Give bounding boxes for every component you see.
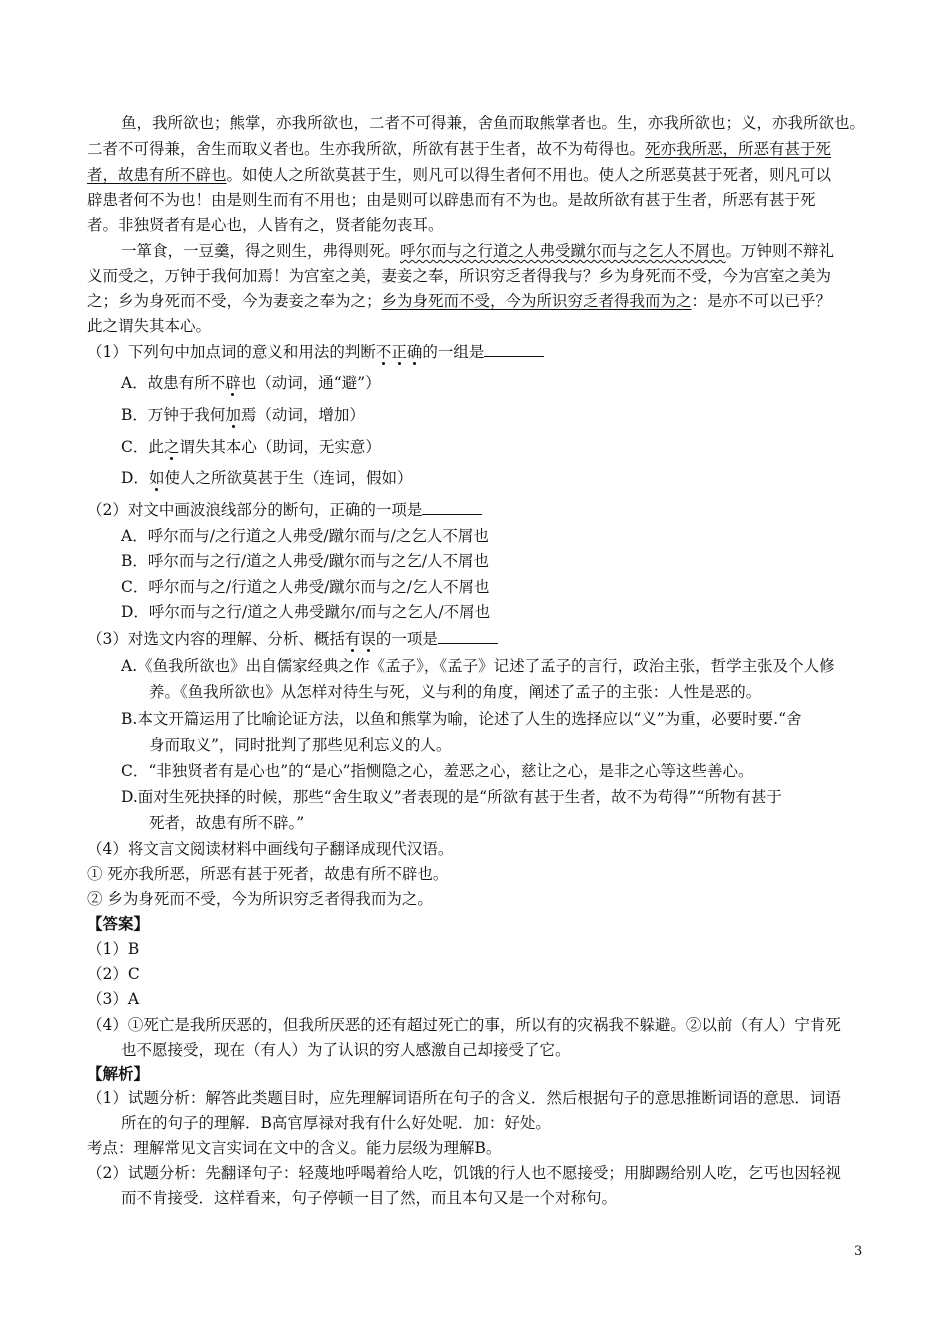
underlined-sentence-1a: 死亦我所恶，所恶有甚于死 (645, 140, 832, 158)
q1-stem: （1）下列句中加点词的意义和用法的判断不正确的一组是 (87, 341, 544, 363)
q2-option-b: B．呼尔而与之行/道之人弗受/蹴尔而与之乞/人不屑也 (121, 552, 490, 570)
q4-sentence-2: ② 乡为身死而不受，今为所识穷乏者得我而为之。 (87, 890, 433, 908)
passage-p2-line2: 义而受之，万钟于我何加焉！为宫室之美，妻妾之奉，所识穷乏者得我与？乡为身死而不受，今为宫室之美为 (87, 267, 832, 285)
q1-option-c: C．此之谓失其本心（助词，无实意） (121, 438, 381, 456)
analysis-1-line2: 所在的句子的理解．B高官厚禄对我有什么好处呢．加：好处。 (121, 1114, 551, 1132)
answer-3: （3）A (87, 990, 140, 1008)
passage-p1-line4: 辟患者何不为也！由是则生而有不用也；由是则可以辟患而有不为也。是故所欲有甚于生者，所恶有甚于死 (87, 191, 816, 209)
page-number: 3 (854, 1244, 863, 1259)
passage-p2-line4: 此之谓失其本心。 (87, 317, 212, 335)
passage-p2-line3: 之；乡为身死而不受，今为妻妾之奉为之；乡为身死而不受，今为所识穷乏者得我而为之：是亦不可以已乎？ (87, 292, 832, 310)
q3-option-d-line1: D.面对生死抉择的时候，那些“舍生取义”者表现的是“所欲有甚于生者，故不为苟得”“所物有甚于 (121, 788, 782, 806)
answer-2: （2）C (87, 965, 140, 983)
q4-sentence-1: ① 死亦我所恶，所恶有甚于死者，故患有所不辟也。 (87, 865, 449, 883)
passage-p1-line2: 二者不可得兼，舍生而取义者也。生亦我所欲，所欲有甚于生者，故不为苟得也。死亦我所恶，所恶有甚于死 (87, 140, 832, 158)
q3-option-c: C．“非独贤者有是心也”的“是心”指恻隐之心，羞恶之心，慈让之心，是非之心等这些善心。 (121, 762, 754, 780)
analysis-1-line1: （1）试题分析：解答此类题目时，应先理解词语所在句子的含义．然后根据句子的意思推断词语的意思．词语 (87, 1089, 841, 1107)
q1-option-d: D．如使人之所欲莫甚于生（连词，假如） (121, 469, 413, 487)
q1-option-a: A．故患有所不辟也（动词，通“避”） (121, 374, 381, 392)
answer-1: （1）B (87, 940, 140, 958)
answer-blank (484, 342, 544, 357)
q3-option-a-line2: 养。《鱼我所欲也》从怎样对待生与死，义与利的角度，阐述了孟子的主张：人性是恶的。 (149, 683, 762, 701)
answer-blank (438, 629, 498, 644)
analysis-kaodian: 考点：理解常见文言实词在文中的含义。能力层级为理解B。 (87, 1139, 502, 1157)
answer-4-line1: （4）①死亡是我所厌恶的，但我所厌恶的还有超过死亡的事，所以有的灾祸我不躲避。②以前（有人）宁肯死 (87, 1016, 841, 1034)
passage-p2-line1: 一箪食，一豆羹，得之则生，弗得则死。呼尔而与之行道之人弗受蹴尔而与之乞人不屑也。万钟则不辩礼 (121, 242, 835, 260)
analysis-2-line2: 而不肯接受．这样看来，句子停顿一目了然，而且本句又是一个对称句。 (121, 1189, 618, 1207)
wavy-underlined-sentence: 呼尔而与之行道之人弗受蹴尔而与之乞人不屑也 (400, 242, 726, 260)
q3-option-d-line2: 死者，故患有所不辟。” (149, 814, 305, 832)
q3-option-b-line2: 身而取义”，同时批判了那些见利忘义的人。 (149, 736, 452, 754)
q2-option-d: D．呼尔而与之行/道之人弗受蹴尔/而与之乞人/不屑也 (121, 603, 491, 621)
analysis-heading: 【解析】 (87, 1064, 150, 1083)
passage-p1-line1: 鱼，我所欲也；熊掌，亦我所欲也，二者不可得兼，舍鱼而取熊掌者也。生，亦我所欲也；义，亦我所欲也。 (121, 114, 866, 132)
underlined-sentence-1b: 者，故患有所不辟也 (87, 166, 227, 184)
q3-stem: （3）对选文内容的理解、分析、概括有误的一项是 (87, 628, 498, 650)
q2-option-a: A．呼尔而与/之行道之人弗受/蹴尔而与/之乞人不屑也 (121, 527, 489, 545)
analysis-2-line1: （2）试题分析：先翻译句子：轻蔑地呼喝着给人吃，饥饿的行人也不愿接受；用脚踢给别人吃，乞丐也因轻视 (87, 1164, 841, 1182)
q2-option-c: C．呼尔而与之/行道之人弗受/蹴尔而与之/乞人不屑也 (121, 578, 490, 596)
q4-stem: （4）将文言文阅读材料中画线句子翻译成现代汉语。 (87, 840, 454, 858)
q3-option-a-line1: A.《鱼我所欲也》出自儒家经典之作《孟子》，《孟子》记述了孟子的言行，政治主张，哲学主张及个人修 (121, 657, 835, 675)
underlined-sentence-2: 乡为身死而不受，今为所识穷乏者得我而为之 (381, 292, 692, 310)
answer-blank (422, 500, 482, 515)
q2-stem: （2）对文中画波浪线部分的断句，正确的一项是 (87, 499, 482, 521)
passage-p1-line3: 者，故患有所不辟也。如使人之所欲莫甚于生，则凡可以得生者何不用也。使人之所恶莫甚于死者，则凡可以 (87, 166, 832, 184)
q1-option-b: B．万钟于我何加焉（动词，增加） (121, 406, 365, 424)
answer-heading: 【答案】 (87, 914, 150, 933)
answer-4-line2: 也不愿接受，现在（有人）为了认识的穷人感激自己却接受了它。 (121, 1041, 571, 1059)
passage-p1-line5: 者。非独贤者有是心也，人皆有之，贤者能勿丧耳。 (87, 216, 444, 234)
q3-option-b-line1: B.本文开篇运用了比喻论证方法，以鱼和熊掌为喻，论述了人生的选择应以“义”为重，必要时要.“舍 (121, 710, 802, 728)
